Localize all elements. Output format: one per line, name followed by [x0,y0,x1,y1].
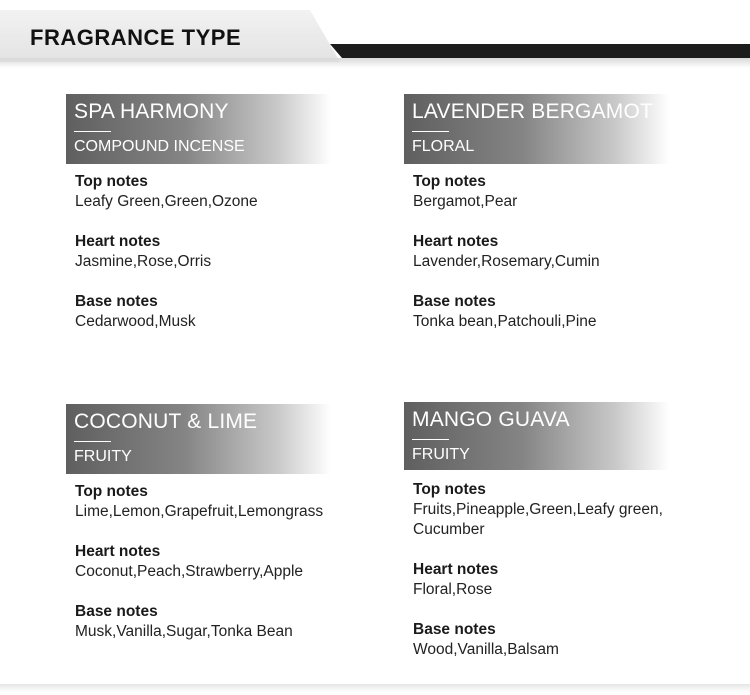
base-notes-value: Cedarwood,Musk [75,313,196,330]
fragrance-banner [404,402,669,470]
header-shadow [0,58,750,68]
fragrance-banner [66,404,331,474]
heart-notes-value: Coconut,Peach,Strawberry,Apple [75,563,304,580]
top-notes-value: Bergamot,Pear [413,193,518,210]
fragrance-name: COCONUT & LIME [74,410,258,433]
top-notes [75,482,386,522]
top-notes [413,480,724,540]
fragrance-banner [66,94,331,164]
fragrance-name: MANGO GUAVA [412,408,570,431]
fragrance-category: FRUITY [412,446,470,463]
top-notes-label: Top notes [413,481,486,498]
base-notes-value: Tonka bean,Patchouli,Pine [413,313,597,330]
fragrance-name: LAVENDER BERGAMOT [412,100,654,123]
base-notes-label: Base notes [413,621,496,638]
heart-notes-value: Lavender,Rosemary,Cumin [413,253,600,270]
fragrance-category: FRUITY [74,448,132,465]
heart-notes-label: Heart notes [413,561,499,578]
fragrance-category: COMPOUND INCENSE [74,138,245,155]
base-notes-value: Musk,Vanilla,Sugar,Tonka Bean [75,623,293,640]
base-notes [413,292,724,332]
top-notes [75,172,386,212]
base-notes [75,602,386,642]
fragrance-card-lavender-bergamot [404,94,724,352]
header-accent-bar [330,44,750,58]
base-notes-label: Base notes [413,293,496,310]
base-notes-label: Base notes [75,603,158,620]
top-notes-label: Top notes [75,483,148,500]
banner-divider [74,131,111,132]
banner-divider [412,131,449,132]
heart-notes-value: Jasmine,Rose,Orris [75,253,212,270]
top-notes-label: Top notes [413,173,486,190]
page-title: FRAGRANCE TYPE [30,25,242,50]
fragrance-card-mango-guava [404,402,724,680]
footer-divider [0,684,750,692]
heart-notes [413,560,724,600]
banner-divider [74,441,111,442]
banner-divider [412,439,449,440]
heart-notes [75,542,386,582]
fragrance-card-coconut-lime [66,404,386,662]
fragrance-card-spa-harmony [66,94,386,352]
base-notes-label: Base notes [75,293,158,310]
heart-notes-value: Floral,Rose [413,581,493,598]
top-notes-value: Lime,Lemon,Grapefruit,Lemongrass [75,503,324,520]
base-notes-value: Wood,Vanilla,Balsam [413,641,559,658]
top-notes-value: Leafy Green,Green,Ozone [75,193,258,210]
top-notes-label: Top notes [75,173,148,190]
notes-list [404,172,724,332]
fragrance-category: FLORAL [412,138,475,155]
heart-notes-label: Heart notes [413,233,499,250]
heart-notes-label: Heart notes [75,543,161,560]
heart-notes [413,232,724,272]
top-notes [413,172,724,212]
notes-list [404,480,724,660]
heart-notes-label: Heart notes [75,233,161,250]
base-notes [413,620,724,660]
heart-notes [75,232,386,272]
base-notes [75,292,386,332]
notes-list [66,172,386,332]
notes-list [66,482,386,642]
fragrance-banner [404,94,669,164]
top-notes-value: Fruits,Pineapple,Green,Leafy green, Cucumber [413,501,663,538]
fragrance-name: SPA HARMONY [74,100,229,123]
section-header [0,0,750,64]
